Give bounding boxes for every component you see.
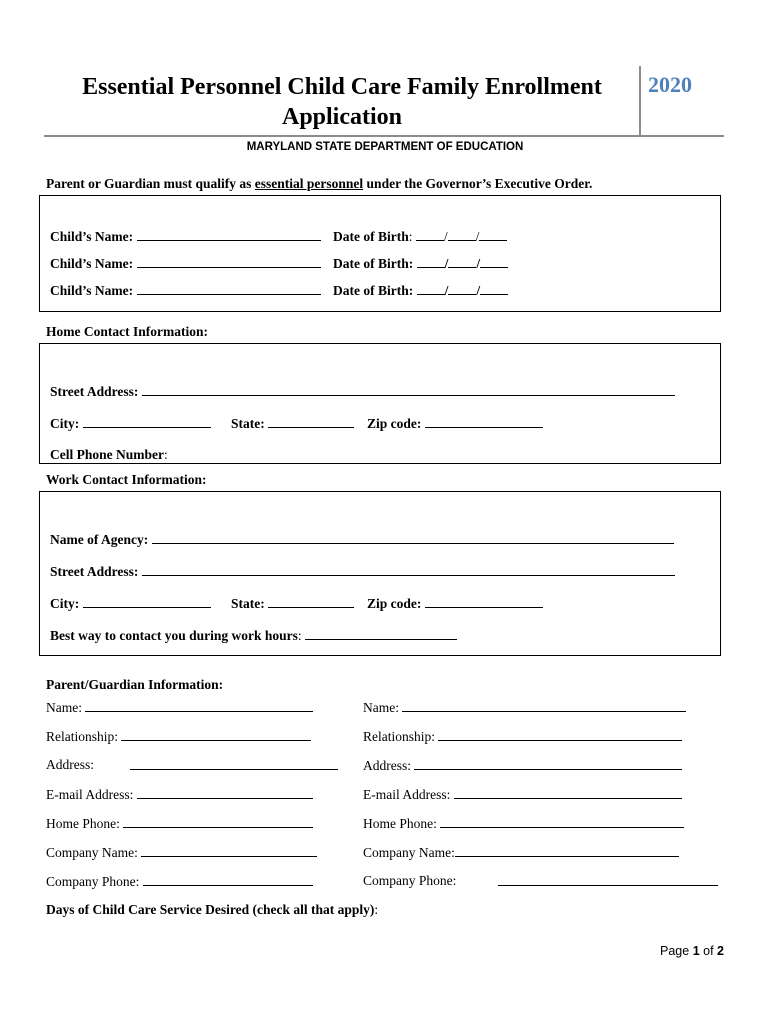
form-year: 2020 (648, 72, 692, 97)
days-heading: Days of Child Care Service Desired (check all that apply): (46, 902, 379, 917)
guardian-1-home-phone-field[interactable] (123, 815, 313, 828)
relationship-label: Relationship: (363, 729, 435, 744)
guardian-1-email-field[interactable] (137, 786, 313, 799)
work-state-row (231, 595, 354, 612)
email-label: E-mail Address: (46, 787, 134, 802)
home-street-row (50, 383, 675, 400)
relationship-label: Relationship: (46, 729, 118, 744)
child-name-label: Child’s Name: (50, 229, 134, 244)
company-name-label: Company Name: (46, 845, 138, 860)
guardian-1-company-name-field[interactable] (141, 844, 317, 857)
home-phone-label: Home Phone: (46, 816, 120, 831)
address-label: Address: (363, 758, 411, 773)
home-street-field[interactable] (142, 383, 675, 396)
child-3-dob-month-field[interactable] (417, 282, 445, 295)
child-1-name-field[interactable] (137, 228, 321, 241)
street-label: Street Address: (50, 564, 139, 579)
address-label: Address: (46, 757, 94, 772)
guardian-2-relationship-field[interactable] (438, 728, 682, 741)
guardian-1-address-field[interactable] (130, 757, 338, 770)
child-2-dob: Date of Birth: / / (333, 255, 508, 272)
home-cell-row: Cell Phone Number: (50, 447, 168, 462)
guardian-1-relationship-field[interactable] (121, 728, 311, 741)
work-zip-row (367, 595, 543, 612)
zip-label: Zip code: (367, 596, 422, 611)
guardian-2-company-phone-field[interactable] (498, 873, 718, 886)
home-zip-field[interactable] (425, 415, 543, 428)
guardian-2-company-name-field[interactable] (455, 844, 679, 857)
child-2-dob-year-field[interactable] (480, 255, 508, 268)
work-street-field[interactable] (142, 563, 675, 576)
company-name-label: Company Name: (363, 845, 455, 860)
guardian-1-name-field[interactable] (85, 699, 313, 712)
name-label: Name: (363, 700, 399, 715)
guardian-2-email-field[interactable] (454, 786, 682, 799)
child-2-dob-month-field[interactable] (417, 255, 445, 268)
dob-label: Date of Birth: (333, 256, 414, 271)
work-contact-section (39, 491, 721, 656)
work-zip-field[interactable] (425, 595, 543, 608)
contact-method-label: Best way to contact you during work hours (50, 628, 298, 643)
home-contact-section (39, 343, 721, 464)
zip-label: Zip code: (367, 416, 422, 431)
state-label: State: (231, 596, 265, 611)
child-2-row (50, 255, 321, 272)
child-3-dob-year-field[interactable] (480, 282, 508, 295)
home-city-row (50, 415, 211, 432)
home-state-row (231, 415, 354, 432)
guardian-1-company-phone-row (46, 873, 313, 890)
state-label: State: (231, 416, 265, 431)
home-phone-label: Home Phone: (363, 816, 437, 831)
guardian-1-home-phone-row (46, 815, 313, 832)
company-phone-label: Company Phone: (46, 874, 140, 889)
home-city-field[interactable] (83, 415, 211, 428)
work-contact-method-field[interactable] (305, 627, 457, 640)
email-label: E-mail Address: (363, 787, 451, 802)
qualify-statement: Parent or Guardian must qualify as essential personnel under the Governor’s Executive Order. (46, 176, 593, 191)
child-1-dob: Date of Birth: / / (333, 228, 507, 245)
child-1-dob-day-field[interactable] (448, 228, 476, 241)
child-1-dob-year-field[interactable] (479, 228, 507, 241)
child-1-dob-month-field[interactable] (416, 228, 444, 241)
guardian-1-company-phone-field[interactable] (143, 873, 313, 886)
home-state-field[interactable] (268, 415, 354, 428)
city-label: City: (50, 596, 80, 611)
guardian-2-home-phone-field[interactable] (440, 815, 684, 828)
dob-label: Date of Birth (333, 229, 409, 244)
agency-label: Name of Agency: (50, 532, 149, 547)
child-2-name-field[interactable] (137, 255, 321, 268)
home-contact-heading: Home Contact Information: (46, 324, 208, 339)
guardian-2-name-row (363, 699, 686, 716)
city-label: City: (50, 416, 80, 431)
guardian-heading: Parent/Guardian Information: (46, 677, 224, 692)
guardian-2-email-row (363, 786, 682, 803)
header-divider-horizontal (44, 135, 724, 137)
guardian-1-name-row (46, 699, 313, 716)
work-contact-method-row: Best way to contact you during work hours: (50, 627, 457, 644)
child-3-dob-day-field[interactable] (448, 282, 476, 295)
cell-phone-label: Cell Phone Number (50, 447, 164, 462)
guardian-2-relationship-row (363, 728, 682, 745)
guardian-2-address-field[interactable] (414, 757, 682, 770)
work-contact-heading: Work Contact Information: (46, 472, 207, 487)
header-divider-vertical (639, 66, 641, 136)
dob-label: Date of Birth: (333, 283, 414, 298)
guardian-2-company-phone-row (363, 873, 456, 889)
work-agency-field[interactable] (152, 531, 674, 544)
child-3-dob: Date of Birth: / / (333, 282, 508, 299)
guardian-1-address-row (46, 757, 94, 773)
page-number: Page 1 of 2 (660, 944, 724, 958)
guardian-2-address-row (363, 757, 682, 774)
child-3-row (50, 282, 321, 299)
department-subtitle: MARYLAND STATE DEPARTMENT OF EDUCATION (246, 141, 524, 153)
page-title: Essential Personnel Child Care Family Enrollment Application (82, 74, 602, 130)
company-phone-label: Company Phone: (363, 873, 457, 888)
guardian-2-home-phone-row (363, 815, 684, 832)
child-name-label: Child’s Name: (50, 256, 134, 271)
guardian-2-name-field[interactable] (402, 699, 686, 712)
name-label: Name: (46, 700, 82, 715)
essential-personnel-emphasis: essential personnel (254, 176, 364, 191)
street-label: Street Address: (50, 384, 139, 399)
work-state-field[interactable] (268, 595, 354, 608)
work-city-field[interactable] (83, 595, 211, 608)
child-1-row (50, 228, 321, 245)
work-city-row (50, 595, 211, 612)
guardian-2-company-name-row (363, 844, 679, 861)
child-2-dob-day-field[interactable] (448, 255, 476, 268)
guardian-1-relationship-row (46, 728, 311, 745)
guardian-1-company-name-row (46, 844, 317, 861)
child-3-name-field[interactable] (137, 282, 321, 295)
work-street-row (50, 563, 675, 580)
home-zip-row (367, 415, 543, 432)
work-agency-row (50, 531, 674, 548)
child-name-label: Child’s Name: (50, 283, 134, 298)
guardian-1-email-row (46, 786, 313, 803)
